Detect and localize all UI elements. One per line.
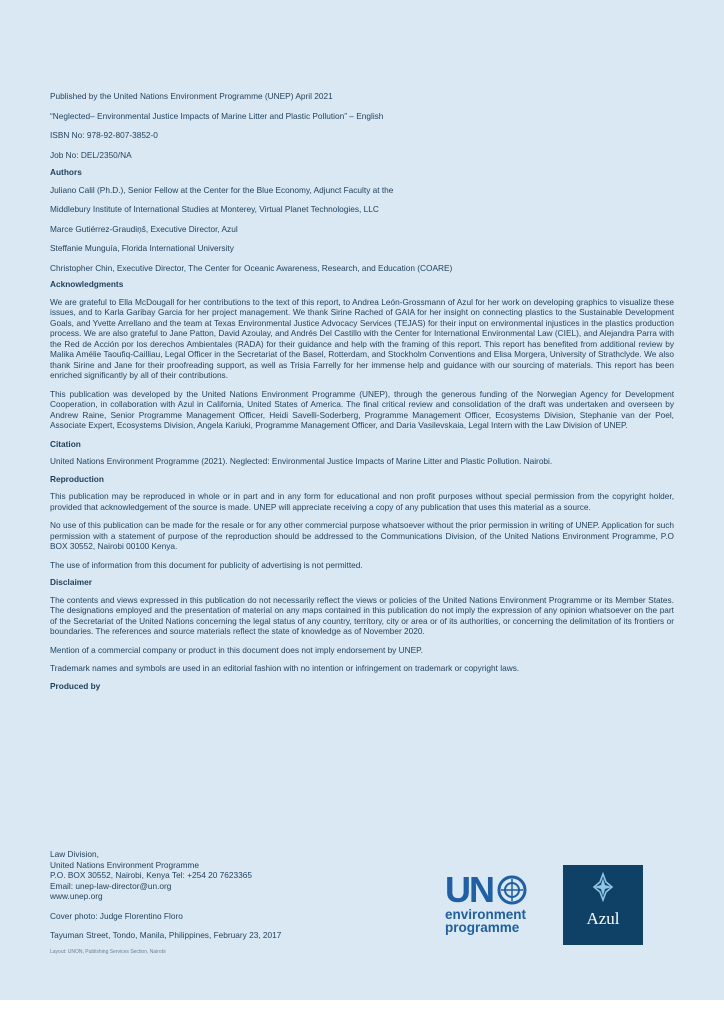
citation-heading: Citation bbox=[50, 438, 81, 449]
disclaimer-paragraph: Mention of a commercial company or product in this document does not imply endorsement by UNEP. bbox=[50, 644, 423, 655]
reproduction-paragraph: The use of information from this document for publicity of advertising is not permitted. bbox=[50, 559, 363, 570]
unep-programme-text: programme bbox=[445, 920, 520, 935]
acknowledgments-paragraph: This publication was developed by the United Nations Environment Programme (UNEP), through the generous funding of the Norwegian Agency for Development Cooperation, in collaboration with Azul in California, United States of America. The final critical review and consolidation of the draft was undertaken and overseen by Andrew Raine, Senior Programme Management Officer, Heidi Savelli-Soderberg, Programme Management Officer, Ecosystems Division, Stephanie van der Poel, Associate Expert, Ecosystems Division, Angela Kariuki, Programme Management Officer, and Daria Vasilevskaia, Legal Intern with the Law Division of UNEP. bbox=[50, 388, 674, 430]
acknowledgments-paragraph: We are grateful to Ella McDougall for her contributions to the text of this report, to Andrea León-Grossmann of Azul for her work on developing graphics to visualize these issues, and to Karla Garibay Garcia for her project management. We thank Sirine Rached of GAIA for her insight on connecting plastics to the Sustainable Development Goals, and Yvette Arrellano and the team at Texas Environmental Justice Advocacy Services (TEJAS) for their input on environmental injustices in the plastics production process. We are also grateful to Jane Patton, David Azoulay, and Andrés Del Castillo with the Center for International Environmental Law (CIEL), and Alejandra Parra with the Red de Acción por los derechos Ambientales (RADA) for their guidance and help with the framing of this report. This report has benefited from additional review by Malika Amélie Taoufiq-Cailliau, Legal Officer in the Secretariat of the Basel, Rotterdam, and Stockholm Conventions and Elisa Morgera, University of Strathclyde. We also thank Sirine and Jane for their proofreading support, as well as Trisia Farrelly for her immense help and guidance with our sourcing of materials. This report has been enriched significantly by all of their contributions. bbox=[50, 296, 674, 380]
unep-environment-text: environment bbox=[445, 907, 527, 922]
disclaimer-heading: Disclaimer bbox=[50, 577, 92, 587]
photo-location: Tayuman Street, Tondo, Manila, Philippines, February 23, 2017 bbox=[50, 930, 282, 940]
job-line: Job No: DEL/2350/NA bbox=[50, 149, 132, 160]
unep-un-text: UN bbox=[445, 869, 493, 910]
address-line: www.unep.org bbox=[50, 891, 103, 901]
un-emblem-icon bbox=[497, 875, 527, 905]
cover-photo-credit: Cover photo: Judge Florentino Floro bbox=[50, 910, 183, 921]
produced-by-block bbox=[50, 849, 310, 957]
disclaimer-paragraph: The contents and views expressed in this publication do not necessarily reflect the views or policies of the United Nations Environment Programme or its Member States. The designations employed and the presentation of material on any maps contained in this publication do not imply the expression of any opinion whatsoever on the part of the Secretariat of the United Nations concerning the legal status of any country, territory, city or area or of its authorities, or concerning the delimitation of its frontiers or boundaries. The references and source materials reflect the state of knowledge as of November 2020. bbox=[50, 594, 674, 636]
produced-by-heading: Produced by bbox=[50, 680, 101, 691]
published-line: Published by the United Nations Environment Programme (UNEP) April 2021 bbox=[50, 91, 333, 101]
title-line: “Neglected– Environmental Justice Impacts of Marine Litter and Plastic Pollution” – English bbox=[50, 110, 384, 121]
disclaimer-paragraph: Trademark names and symbols are used in an editorial fashion with no intention or infringement on trademark or copyright laws. bbox=[50, 663, 520, 673]
layout-credit: Layout: UNON, Publishing Services Section, Nairobi bbox=[50, 948, 166, 955]
address-line: Email: unep-law-director@un.org bbox=[50, 880, 172, 891]
reproduction-paragraph: This publication may be reproduced in whole or in part and in any form for educational and non profit purposes without special permission from the copyright holder, provided that acknowledgement of the source is made. UNEP will appreciate receiving a copy of any publication that uses this material as a source. bbox=[50, 491, 674, 512]
reproduction-heading: Reproduction bbox=[50, 473, 104, 484]
author-item: Steffanie Munguía, Florida International University bbox=[50, 243, 234, 253]
author-item: Juliano Calil (Ph.D.), Senior Fellow at the Center for the Blue Economy, Adjunct Faculty at the bbox=[50, 184, 394, 195]
author-item: Christopher Chin, Executive Director, The Center for Oceanic Awareness, Research, and Education (COARE) bbox=[50, 262, 453, 273]
acknowledgments-heading: Acknowledgments bbox=[50, 279, 124, 289]
unep-logo bbox=[445, 869, 535, 938]
address-line: P.O. BOX 30552, Nairobi, Kenya Tel: +254 20 7623365 bbox=[50, 870, 252, 880]
author-item: Marce Gutiérrez-Graudiņš, Executive Director, Azul bbox=[50, 223, 238, 234]
azul-logo bbox=[563, 865, 643, 945]
author-item: Middlebury Institute of International Studies at Monterey, Virtual Planet Technologies, LLC bbox=[50, 204, 379, 214]
imprint-content bbox=[50, 91, 674, 691]
isbn-line: ISBN No: 978-92-807-3852-0 bbox=[50, 130, 158, 140]
address-line: United Nations Environment Programme bbox=[50, 859, 199, 870]
azul-wordmark: Azul bbox=[586, 909, 620, 928]
citation-text: United Nations Environment Programme (2021). Neglected: Environmental Justice Impacts of Marine Litter and Plastic Pollution. Nairobi. bbox=[50, 456, 553, 466]
reproduction-paragraph: No use of this publication can be made for the resale or for any other commercial purpose whatsoever without the prior permission in writing of UNEP. Application for such permission with a statement of purpose of the reproduction should be addressed to the Communications Division, of the United Nations Environment Programme, P.O BOX 30552, Nairobi 00100 Kenya. bbox=[50, 520, 674, 551]
star-icon bbox=[563, 865, 643, 909]
authors-heading: Authors bbox=[50, 167, 82, 177]
address-line: Law Division, bbox=[50, 849, 99, 859]
